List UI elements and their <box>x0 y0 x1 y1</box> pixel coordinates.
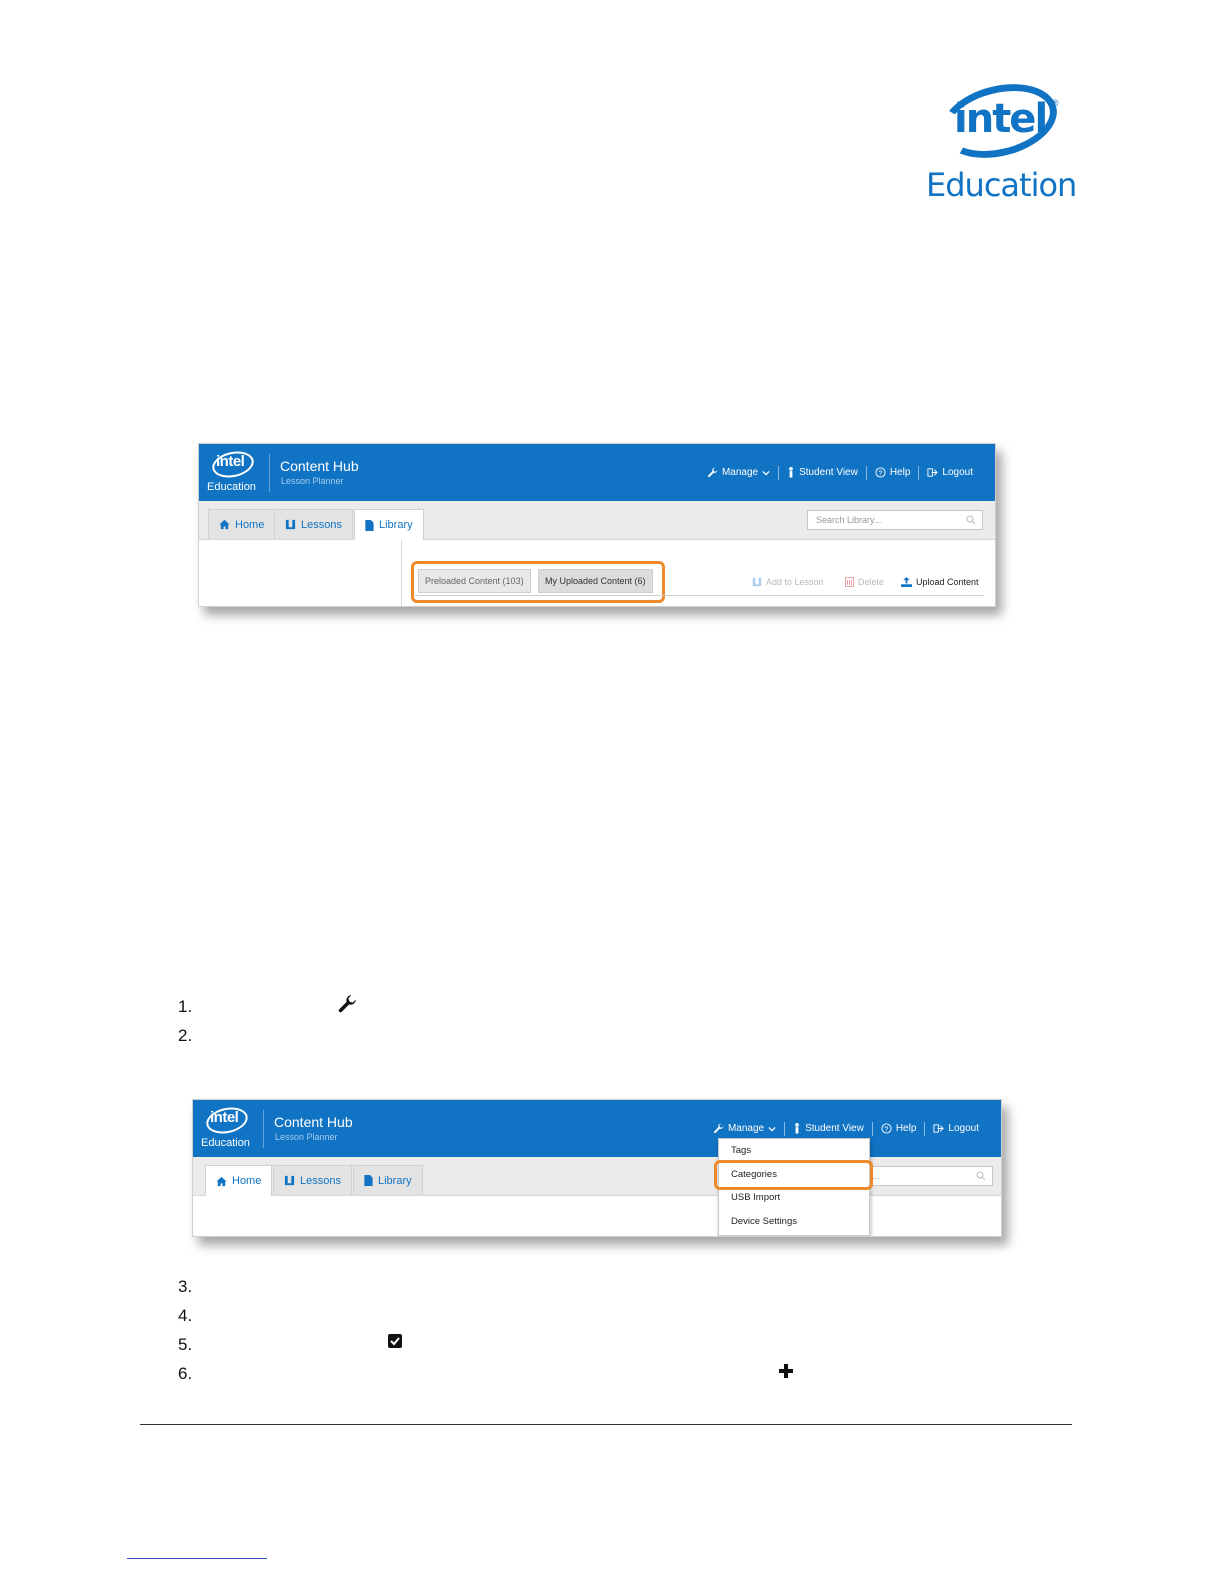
top-nav <box>699 444 981 501</box>
library-icon <box>364 1175 373 1186</box>
svg-text:?: ? <box>884 1124 889 1134</box>
menu-item-categories[interactable]: Categories <box>731 1169 777 1180</box>
search-input[interactable]: ... <box>813 1166 993 1186</box>
app-header <box>199 444 995 501</box>
help-link[interactable]: ? Help <box>873 1123 925 1134</box>
home-icon <box>216 1176 227 1187</box>
tab-preloaded-content[interactable]: Preloaded Content (103) <box>418 569 531 593</box>
student-view-link[interactable]: Student View <box>779 467 866 478</box>
delete-icon <box>845 577 854 587</box>
logo-wordmark: intel <box>954 96 1047 142</box>
lessons-icon <box>752 577 762 587</box>
plus-icon <box>779 1364 793 1378</box>
content-rule <box>415 595 984 596</box>
logout-icon <box>927 467 938 478</box>
wrench-icon <box>337 994 357 1014</box>
tab-home[interactable]: Home <box>208 509 275 539</box>
tab-bar <box>193 1157 1001 1196</box>
step-number: 3. <box>178 1277 193 1296</box>
step-number: 5. <box>178 1335 193 1354</box>
tab-bar <box>199 501 995 540</box>
manage-menu[interactable]: Manage <box>705 1123 784 1134</box>
app-title: Content Hub <box>274 1114 353 1130</box>
delete-button[interactable]: Delete <box>845 577 884 587</box>
tab-library[interactable]: Library <box>354 509 424 540</box>
lessons-icon <box>285 519 296 530</box>
student-icon <box>793 1123 801 1134</box>
step-number: 1. <box>178 997 193 1016</box>
library-sidebar <box>199 540 402 606</box>
app-header <box>193 1100 1001 1157</box>
manage-menu-screenshot <box>192 1099 1002 1237</box>
wrench-icon <box>707 467 718 478</box>
app-subtitle: Lesson Planner <box>281 476 344 486</box>
upload-content-button[interactable]: Upload Content <box>901 577 979 587</box>
tab-library[interactable]: Library <box>353 1165 423 1195</box>
home-icon <box>219 519 230 530</box>
menu-item-tags[interactable]: Tags <box>731 1145 752 1156</box>
search-icon <box>976 1171 986 1181</box>
tab-lessons[interactable]: Lessons <box>273 1165 352 1195</box>
help-icon <box>881 1123 892 1134</box>
upload-icon <box>901 577 912 587</box>
help-icon <box>875 467 886 478</box>
app-logo: intel Education <box>207 450 269 496</box>
search-icon <box>966 515 976 525</box>
search-input[interactable]: Search Library... <box>807 510 983 530</box>
tab-lessons[interactable]: Lessons <box>274 509 353 539</box>
step-number: 6. <box>178 1364 193 1383</box>
library-screenshot <box>198 443 996 607</box>
library-icon <box>365 520 374 531</box>
logo-registered: ® <box>1052 98 1059 108</box>
svg-text:?: ? <box>878 468 883 478</box>
student-view-link[interactable]: Student View <box>785 1123 872 1134</box>
wrench-icon <box>713 1123 724 1134</box>
menu-item-usb-import[interactable]: USB Import <box>731 1192 781 1203</box>
logout-icon <box>933 1123 944 1134</box>
lessons-icon <box>284 1175 295 1186</box>
tab-home[interactable]: Home <box>205 1165 272 1196</box>
chevron-down-icon <box>762 469 770 477</box>
footer-rule <box>140 1424 1072 1425</box>
footer-link-underline <box>127 1558 267 1559</box>
add-to-lesson-button[interactable]: Add to Lesson <box>752 577 824 587</box>
step-number: 2. <box>178 1026 193 1045</box>
intel-education-logo <box>924 82 1077 212</box>
student-icon <box>787 467 795 478</box>
logout-link[interactable]: Logout <box>925 1123 987 1134</box>
logout-link[interactable]: Logout <box>919 467 981 478</box>
step-number: 4. <box>178 1306 193 1325</box>
app-logo: intel Education <box>201 1106 263 1152</box>
menu-item-device-settings[interactable]: Device Settings <box>731 1216 798 1227</box>
chevron-down-icon <box>768 1125 776 1133</box>
checkbox-icon <box>388 1334 402 1348</box>
logo-subtitle: Education <box>926 166 1077 204</box>
help-link[interactable]: ? Help <box>867 467 919 478</box>
categories-highlight <box>714 1160 873 1190</box>
app-title: Content Hub <box>280 458 359 474</box>
tab-my-uploaded-content[interactable]: My Uploaded Content (6) <box>538 569 653 593</box>
manage-menu[interactable]: Manage <box>699 467 778 478</box>
app-subtitle: Lesson Planner <box>275 1132 338 1142</box>
